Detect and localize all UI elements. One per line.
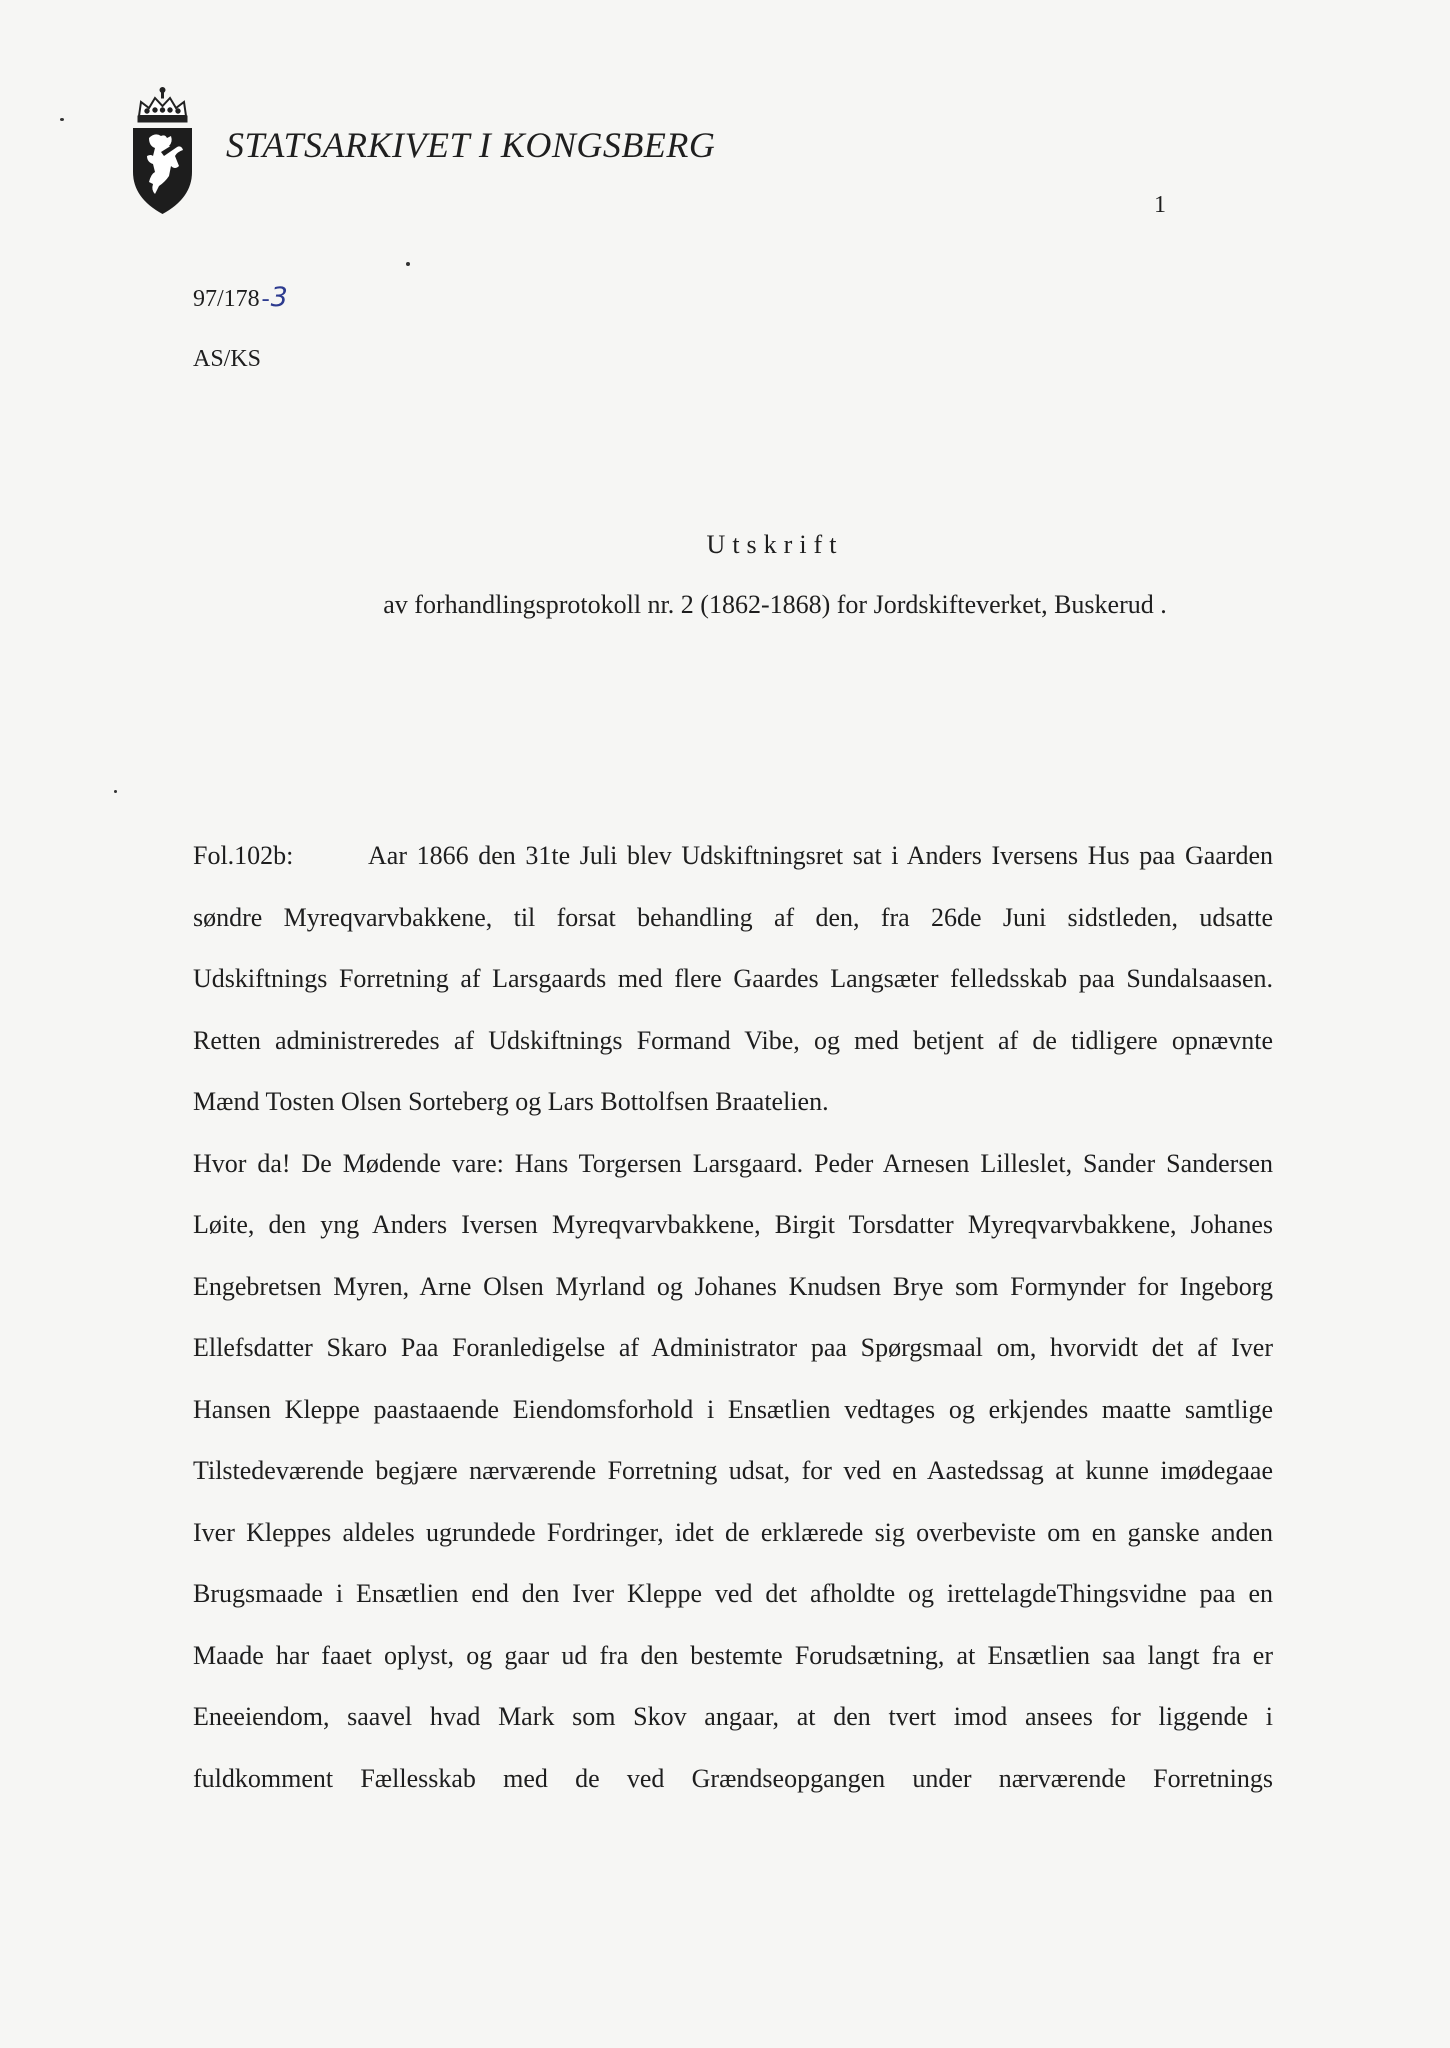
case-number: 97/178 [193, 286, 260, 312]
text-line: Hvor da! De Mødende vare: Hans Torgersen Larsgaard. Peder Arnesen Lilleslet, Sander Sandersen [193, 1148, 1273, 1178]
text-line: Retten administreredes af Udskiftnings Formand Vibe, og med betjent af de tidligere opnævnte [193, 1025, 1273, 1055]
handwritten-suffix: 3 [270, 282, 288, 313]
page-number: 1 [1154, 192, 1166, 218]
text-line: søndre Myreqvarvbakkene, til forsat behandling af den, fra 26de Juni sidstleden, udsatte [193, 902, 1273, 932]
scan-speck [114, 790, 117, 793]
author-initials: AS/KS [193, 346, 262, 372]
scan-speck [406, 262, 410, 266]
transcript-body [193, 825, 1273, 1809]
text-line: Ellefsdatter Skaro Paa Foranledigelse af Administrator paa Spørgsmaal om, hvorvidt det af Iver [193, 1333, 1273, 1362]
text-line-content: Aar 1866 den 31te Juli blev Udskiftningsret sat i Anders Iversens Hus paa Gaarden [368, 841, 1273, 870]
institution-name: STATSARKIVET I KONGSBERG [226, 125, 716, 165]
handwritten-dash: - [261, 286, 270, 312]
text-line [193, 825, 1273, 887]
norwegian-coat-of-arms-icon [125, 86, 200, 216]
text-line: Engebretsen Myren, Arne Olsen Myrland og Johanes Knudsen Brye som Formynder for Ingeborg [193, 1271, 1273, 1301]
text-line: Mænd Tosten Olsen Sorteberg og Lars Bottolfsen Braatelien. [193, 1087, 829, 1116]
document-heading: Utskrift [706, 530, 844, 559]
text-line: Tilstedeværende begjære nærværende Forretning udsat, for ved en Aastedssag at kunne imødegaae [193, 1456, 1273, 1485]
text-line: Maade har faaet oplyst, og gaar ud fra den bestemte Forudsætning, at Ensætlien saa langt fra er [193, 1640, 1273, 1670]
text-line: Iver Kleppes aldeles ugrundede Fordringer, idet de erklærede sig overbeviste om en ganske anden [193, 1517, 1273, 1547]
scan-speck [60, 118, 64, 121]
text-line: fuldkomment Fællesskab med de ved Grændseopgangen under nærværende Forretnings [193, 1763, 1273, 1793]
text-line: Eneeiendom, saavel hvad Mark som Skov angaar, at den tvert imod ansees for liggende i [193, 1702, 1273, 1731]
document-subtitle: av forhandlingsprotokoll nr. 2 (1862-1868) for Jordskifteverket, Buskerud . [383, 590, 1167, 619]
text-line: Hansen Kleppe paastaaende Eiendomsforhold i Ensætlien vedtages og erkjendes maatte samtlige [193, 1394, 1273, 1424]
case-reference [193, 282, 288, 313]
text-line: Udskiftnings Forretning af Larsgaards med flere Gaardes Langsæter felledsskab paa Sundalsaasen. [193, 964, 1273, 993]
text-line: Brugsmaade i Ensætlien end den Iver Kleppe ved det afholdte og irettelagdeThingsvidne paa en [193, 1579, 1273, 1608]
folio-reference: Fol.102b: [193, 841, 294, 870]
text-line: Løite, den yng Anders Iversen Myreqvarvbakkene, Birgit Torsdatter Myreqvarvbakkene, Johanes [193, 1210, 1273, 1239]
